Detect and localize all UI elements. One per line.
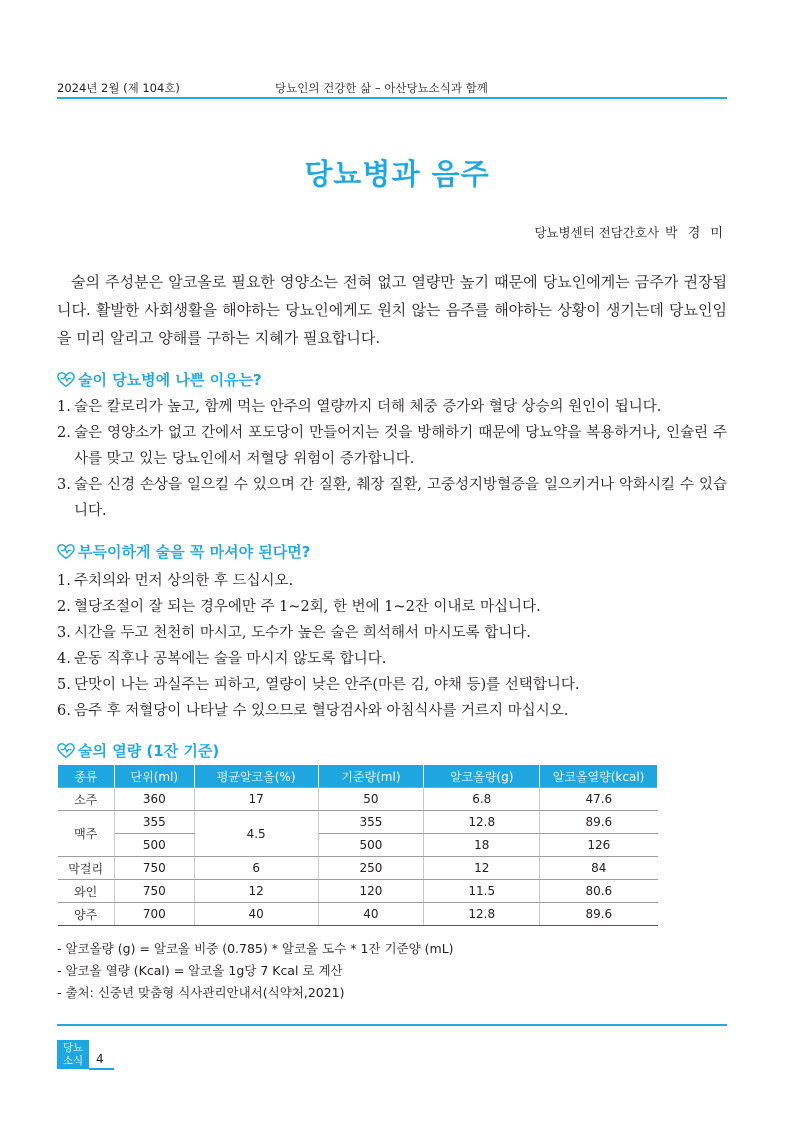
list-item: 1. 주치의와 먼저 상의한 후 드십시오. (57, 573, 294, 589)
author-role: 당뇨병센터 전담간호사 (534, 225, 660, 240)
column-header: 평균알코올(%) (194, 765, 318, 788)
author-name: 박 경 미 (665, 226, 726, 241)
note-line: - 출처: 신중년 맞춤형 식사관리안내서(식약처,2021) (57, 985, 345, 1000)
list-item: 3. 시간을 두고 천천히 마시고, 도수가 높은 술은 희석해서 마시도록 합니다. (57, 625, 531, 641)
series-title: 당뇨인의 건강한 삶 – 아산당뇨소식과 함께 (275, 81, 488, 95)
running-header (57, 78, 727, 98)
table-row: 막걸리 750 6 250 12 84 (58, 857, 658, 880)
footer-divider (57, 1024, 727, 1026)
column-header: 알코올열량(kcal) (540, 765, 658, 788)
table-row: 와인 750 12 120 11.5 80.6 (58, 880, 658, 903)
table-notes (57, 938, 727, 1004)
section-heading-text: 부득이하게 술을 꼭 마셔야 된다면? (78, 543, 311, 561)
note-line: - 알코올 열량 (Kcal) = 알코올 1g당 7 Kcal 로 계산 (57, 963, 343, 978)
section-heading-text: 술이 당뇨병에 나쁜 이유는? (78, 371, 262, 389)
author-byline (534, 222, 726, 241)
table-row: 양주 700 40 40 12.8 89.6 (58, 903, 658, 926)
column-header: 단위(ml) (114, 765, 194, 788)
guidelines-list (57, 568, 727, 724)
heart-icon (57, 742, 75, 760)
section-heading-calories (57, 740, 219, 761)
list-item: 2. 술은 영양소가 없고 간에서 포도당이 만들어지는 것을 방해하기 때문에 당뇨약을 복용하거나, 인슐린 주사를 맞고 있는 당뇨인에서 저혈당 위험이 증가합니다. (57, 425, 727, 467)
reasons-list (57, 394, 727, 524)
calorie-table (57, 765, 658, 926)
table-row: 500 500 18 126 (58, 834, 658, 857)
list-item: 2. 혈당조절이 잘 되는 경우에만 주 1~2회, 한 번에 1~2잔 이내로 마십니다. (57, 599, 541, 615)
article-title: 당뇨병과 음주 (304, 157, 490, 191)
note-line: - 알코올량 (g) = 알코올 비중 (0.785) * 알코올 도수 * 1잔 기준양 (mL) (57, 941, 454, 956)
intro-paragraph: 술의 주성분은 알코올로 필요한 영양소는 전혀 없고 열량만 높기 때문에 당뇨인에게는 금주가 권장됩니다. 활발한 사회생활을 해야하는 당뇨인에게도 원치 않는 음주를 해야하는 상황이 생기는데 당뇨인임을 미리 알리고 양해를 구하는 지혜가 필요합니다. (57, 273, 727, 347)
table-row: 맥주 355 4.5 355 12.8 89.6 (58, 811, 658, 834)
page-number-underline (89, 1068, 114, 1070)
table-header-row (58, 765, 658, 788)
column-header: 종류 (58, 765, 115, 788)
newsletter-badge: 당뇨 소식 (57, 1040, 89, 1069)
section-heading-text: 술의 열량 (1잔 기준) (78, 742, 220, 760)
header-divider (57, 97, 727, 99)
list-item: 4. 운동 직후나 공복에는 술을 마시지 않도록 합니다. (57, 651, 387, 667)
heart-icon (57, 371, 75, 389)
list-item: 5. 단맛이 나는 과실주는 피하고, 열량이 낮은 안주(마른 김, 야채 등)를 선택합니다. (57, 677, 580, 693)
column-header: 기준량(ml) (318, 765, 424, 788)
column-header: 알코올량(g) (424, 765, 540, 788)
page-number: 4 (96, 1052, 104, 1066)
heart-icon (57, 543, 75, 561)
list-item: 1. 술은 칼로리가 높고, 함께 먹는 안주의 열량까지 더해 체중 증가와 혈당 상승의 원인이 됩니다. (57, 399, 662, 415)
list-item: 3. 술은 신경 손상을 일으킬 수 있으며 간 질환, 췌장 질환, 고중성지방혈증을 일으키거나 악화시킬 수 있습니다. (57, 477, 727, 519)
issue-label: 2024년 2월 (제 104호) (57, 81, 180, 95)
section-heading-guidelines (57, 541, 310, 562)
table-row: 소주 360 17 50 6.8 47.6 (58, 788, 658, 811)
list-item: 6. 음주 후 저혈당이 나타날 수 있으므로 혈당검사와 아침식사를 거르지 마십시오. (57, 703, 569, 719)
section-heading-reasons (57, 369, 262, 390)
